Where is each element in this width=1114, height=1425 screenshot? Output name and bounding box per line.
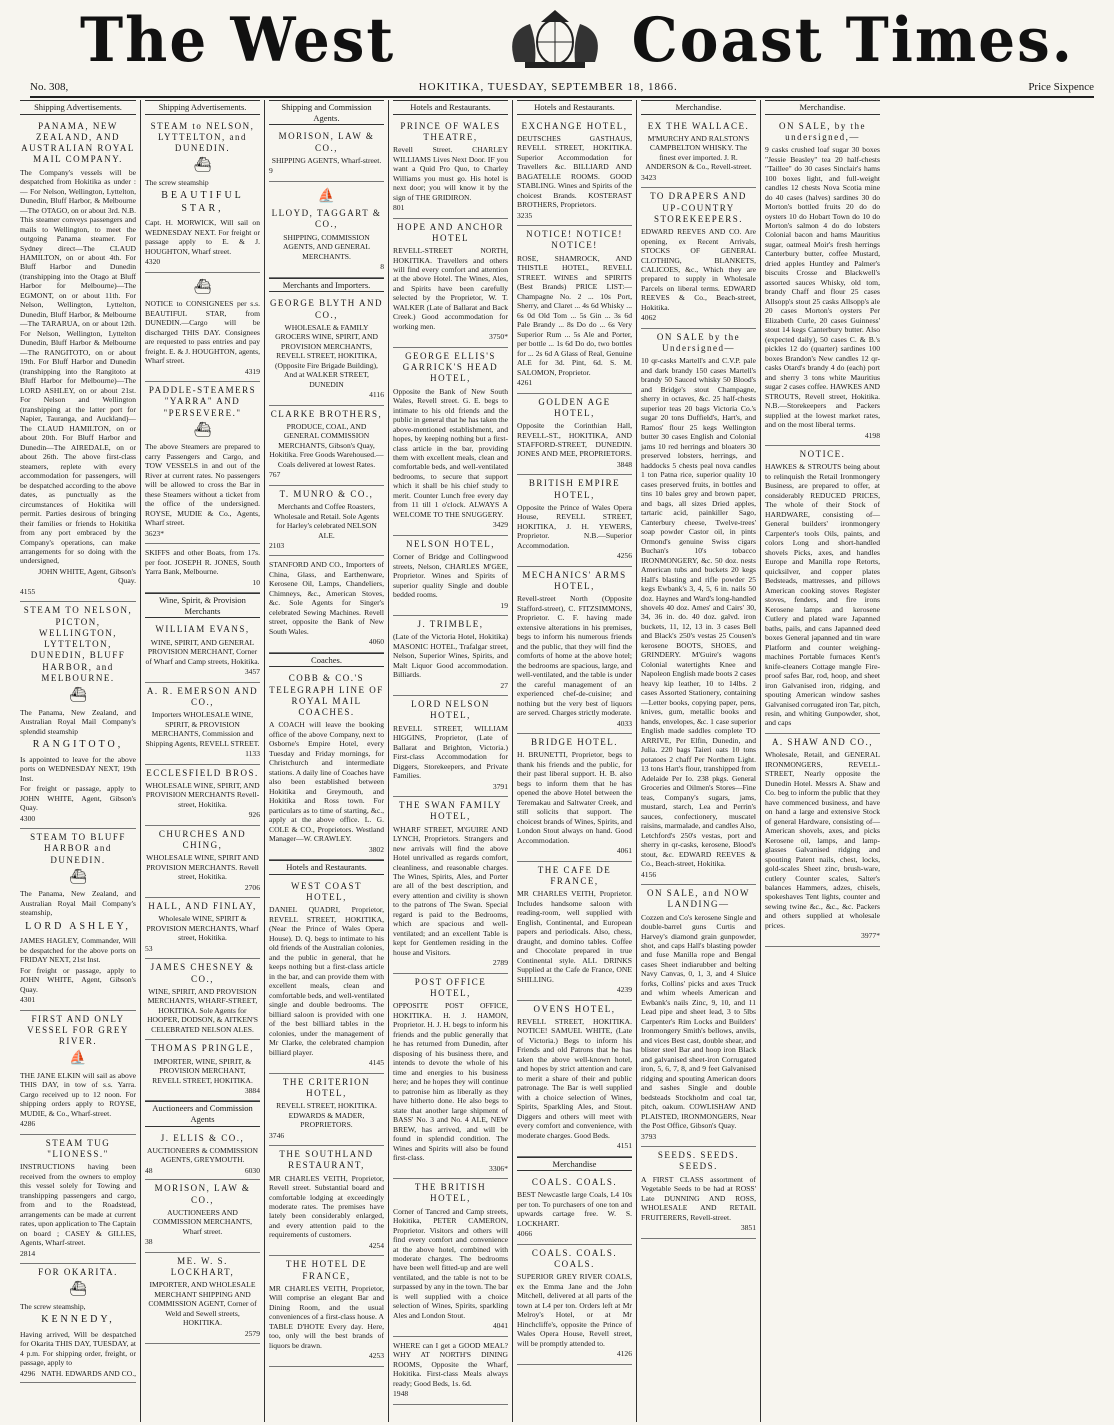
ad-ref: 2706: [244, 882, 260, 892]
ad-body: MR CHARLES VEITH, Proprietor. Includes handsome saloon with reading-room, well supplied with English, Continental, and European papers and periodicals. Also, chess, draught, and domino tables. Coffee and Chocolate prepared in true Continental style. ALL DRINKS Supplied at the Cafe de France, ONE SHILLING.: [517, 889, 632, 984]
ad-title: NOTICE! NOTICE! NOTICE!: [526, 229, 623, 251]
advertisement: [517, 1245, 632, 1365]
ad-title: FIRST AND ONLY VESSEL FOR GREY RIVER.: [27, 1013, 129, 1047]
ad-body: HAWKES & STROUTS being about to relinquish the Retail Ironmongery Business, are prepared to offer, at considerably REDUCED PRICES, The whole of their Stock of HARDWARE, consisting of— General builders' ironmongery Carpenter's tools Oils, paints, and colors Long and short-handled shovels Picks, axes, and handles Europe and Manilla rope Retorts, quicksilver, and copper plates Bedsteads, mattresses, and pillows American cooking stoves Register stoves, fenders, and fire irons Kerosene lamps and kerosene Cutlery and plated ware Japanned baths, pails, and cans Japanned deed boxes General japanned and tin ware Platform and counter weighing-machines Portable furnaces Kent's knife-cleaners Cottage mangle Fire-proof safes Bar, rod, hoop, and sheet iron Galvanised iron, ridging, and spouting American window sashes Galvanised corrugated iron Tar, pitch, resin, and whiting Gunpowder, shot, and caps: [765, 462, 880, 728]
advertisement: [517, 567, 632, 734]
ad-ref: 4151: [616, 1141, 632, 1151]
column-7: [760, 100, 884, 1422]
advertisement: [641, 1147, 756, 1238]
ad-body: M'MURCHY AND RALSTON'S CAMPBELTON WHISKY. The finest ever imported. J. R. ANDERSON & Co., Revell-street.: [645, 133, 752, 172]
advertisement: [393, 536, 508, 616]
ad-title: PADDLE-STEAMERS "YARRA" AND "PERSEVERE.": [148, 385, 257, 418]
advertisement: [517, 475, 632, 566]
steamship-icon: ⛴: [69, 1282, 87, 1298]
ad-ref: 4033: [616, 718, 632, 728]
ad-ref: 767: [269, 470, 281, 480]
ship-name: LORD ASHLEY,: [25, 920, 131, 932]
advertisement: [765, 118, 880, 447]
ad-title: THE HOTEL DE FRANCE,: [285, 1259, 368, 1281]
ad-ref: 3793: [641, 1131, 657, 1141]
ad-body: A FIRST CLASS assortment of Vegetable Seeds to be had at ROSS' Late DUNNING AND ROSS, WHOLESALE AND RETAIL FRUITERERS, Revell-street.: [641, 1174, 756, 1222]
sailing-ship-icon: ⛵: [317, 188, 336, 204]
ad-ref: 3306*: [489, 1163, 508, 1173]
royal-crest-icon: [475, 2, 635, 72]
ad-body: Revell-street North (Opposite Stafford-street), C. FITZSIMMONS, Proprietor. C. F. having made extensive alterations in his premises, begs to inform his numerous friends and the public, that they will find the comforts of home at the above hotel; the bedrooms are spacious, large, and well-ventilated, and the table is under the careful management of an experienced chef-de-cuisine; and nothing but the very best of liquors are served. Charges strictly moderate.: [517, 594, 632, 718]
ad-body: REVELL-STREET NORTH, HOKITIKA. Travellers and others will find every comfort and attention at the above Hotel. The Wines, Ales, and Spirits have been carefully selected by the Proprietor, W. T. WALKER (Late of Ballarat and Back Creek.) Good accommodation for working men.: [393, 246, 508, 331]
advertisement: [145, 959, 260, 1040]
ad-body: SKIFFS and other Boats, from 17s. per foot. JOSEPH R. JONES, South Yarra Bank, Melbourne.: [145, 548, 260, 577]
ad-title: EXCHANGE HOTEL,: [521, 120, 628, 131]
ad-body: INSTRUCTIONS having been received from the owners to employ this vessel solely for Towing and transhipping passengers and cargo, from and to the Roadstead, arrangements can be made at current rates, upon application to The Captain on board ; CASEY & GILLES, Agents, Wharf-street.: [20, 1162, 136, 1248]
ad-body: WHERE can I get a GOOD MEAL? WHY AT NORTH'S DINING ROOMS, Opposite the Wharf, Hokitika. First-class Meals always ready; Good Beds, 1s. 6d.: [393, 1340, 508, 1388]
ad-ref: 2789: [492, 958, 508, 968]
paddle-steamer-icon: ⛴: [193, 422, 212, 438]
steamship-icon: ⛴: [69, 688, 87, 704]
ad-ref: 3623*: [145, 528, 164, 538]
ad-body: MR CHARLES VEITH, Proprietor, Revell street. Substantial board and comfortable lodging at exceedingly moderate rates. The premises have lately been considerably enlarged, and every attention paid to the requirements of customers.: [269, 1173, 384, 1240]
advertisement: [269, 670, 384, 860]
ad-body: Corner of Bridge and Collingwood streets, Nelson, CHARLES M'GEE, Proprietor. Wines and Spirits of superior quality Single and double bedded rooms.: [393, 552, 508, 600]
ad-title: HOPE AND ANCHOR HOTEL: [396, 221, 504, 243]
column-heading: Merchandise.: [765, 100, 880, 115]
column-heading: Hotels and Restaurants.: [393, 100, 508, 115]
ad-ref: 3884: [244, 1085, 260, 1095]
ad-ref: 2579: [244, 1328, 260, 1338]
ad-ref: 4126: [616, 1349, 632, 1359]
ad-body: (Late of the Victoria Hotel, Hokitika) MASONIC HOTEL, Trafalgar street, Nelson, Superior Wines, Spirits, and Malt Liquor Good accommodation. Billiards.: [393, 632, 508, 680]
ad-body: AUCTIONEERS & COMMISSION AGENTS, GREYMOUTH.: [147, 1145, 258, 1165]
ad-ref: 4060: [368, 637, 384, 647]
issue-date: HOKITIKA, TUESDAY, SEPTEMBER 18, 1866.: [418, 81, 678, 93]
ad-body: WINE, SPIRIT, AND PROVISION MERCHANTS, WHARF-STREET, HOKITIKA. Sole Agents for HOOPER, DODSON, & AITKEN'S CELEBRATED NELSON ALES.: [147, 986, 258, 1034]
ad-title: NELSON HOTEL,: [406, 538, 495, 549]
columns: [16, 100, 1112, 1422]
ad-title: MECHANICS' ARMS HOTEL,: [522, 569, 627, 592]
column-heading: Merchandise: [517, 1157, 632, 1172]
ad-ref: 38: [145, 1237, 153, 1247]
ad-ref: 801: [393, 203, 405, 213]
ad-body: Corner of Tancred and Camp streets, Hokitika, PETER CAMERON, Proprietor. Visitors and others will find every comfort and convenience at the above hotel, combined with moderate charges. The bedrooms have been well fitted-up and are well ventilated, and the table is not to be surpassed by any in the town. The bar is well supplied with a choice selection of Wines, Spirits, sparkling Ales and London Stout.: [393, 1206, 509, 1320]
ad-ref: 3791: [492, 781, 508, 791]
ad-title: PRINCE OF WALES THEATRE,: [400, 120, 501, 142]
ad-ref: 3457: [244, 667, 260, 677]
ad-body: Merchants and Coffee Roasters, Wholesale and Retail. Sole Agents for Harley's celebrated NELSON ALE.: [273, 502, 380, 540]
ad-body: Wholesale WINE, SPIRIT & PROVISION MERCHANTS, Wharf street, Hokitika.: [146, 914, 259, 943]
ad-title: A. R. EMERSON AND CO.,: [146, 685, 259, 707]
ad-body: A COACH will leave the booking office of the above Company, next to Osborne's Empire Hotel, every Tuesday and Friday mornings, for Christchurch and intermediate stations. A daily line of Coaches have also been established between Hokitika and Greymouth, and Hokitika and Ross town. For particulars as to time of starting, &c., apply at the above office. L. G. COLE & CO., Proprietors. Westland Manager—W. CRAWLEY.: [269, 720, 384, 844]
ad-title: J. TRIMBLE,: [417, 619, 484, 630]
ad-body: The Company's vessels will be despatched from Hokitika as under :— For Nelson, Wellington, Lyttelton, Dunedin, Bluff Harbor, & Melbourne —The OTAGO, on or about 3rd. N.B. This steamer conveys passengers and mails to Wellington, to meet the outgoing Panama steamer. For Sydney direct—The CLAUD HAMILTON, on or about 4th. For Bluff Harbor and Dunedin (transhipping into the Otago at Bluff Harbor for Melbourne)—The EGMONT, on or about 11th. For Nelson, Wellington, Lyttelton, Dunedin, Bluff Harbor, & Melbourne —The TARARUA, on or about 12th. For Nelson, Wellington, Lyttelton Dunedin, Bluff Harbor & Melbourne —The RANGITOTO, on or about 19th. For Bluff Harbor and Dunedin (transhipping into the Rangitoto at Bluff Harbor for Melbourne)—The LORD ASHLEY, on or about 21st. For Nelson and Wellington (transhipping at the latter port for Napier, Tauranga, and Auckland)—The CLAUD HAMILTON, on or about 20th. For Bluff Harbor and Dunedin—The AIREDALE, on or about 26th. The above first-class steamers, replete with every accommodation for passengers, will be despatched according to the above dates, as punctually as the circumstances of Hokitika will permit. Parties desirous of bringing their families or friends to Hokitika from any port embraced by the Company's operations, can make arrangements for so doing with the undersigned,: [20, 167, 136, 566]
ad-title: BRITISH EMPIRE HOTEL,: [528, 478, 621, 500]
ad-title: THOMAS PRINGLE,: [150, 1043, 254, 1054]
ad-title: EX THE WALLACE.: [647, 120, 750, 131]
advertisement: [393, 1179, 508, 1337]
issue-price: Price Sixpence: [1028, 81, 1094, 93]
advertisement: [517, 394, 632, 476]
ad-body: H. BRUNETTI, Proprietor, begs to thank his friends and the public, for their past liberal support. H. B. also begs to inform them that he has opened the above Hotel between the Teremakau and Saltwater Creek, and still solicits that support. The choicest brands of Wines, Spirits, and London Stout always on hand. Good Accommodation.: [517, 750, 632, 845]
column-heading: Shipping Advertisements.: [145, 100, 260, 115]
ad-body: The screw steamship,: [20, 1301, 86, 1311]
ad-body: OPPOSITE POST OFFICE, HOKITIKA. H. J. HAMON, Proprietor. H. J. H. begs to inform his friends and the public generally that he has returned from Dunedin, after disposing of his business there, and intends to devote the whole of his time and energies to his business here; and he hopes they will continue to patronise him as liberally as they have hitherto done. He also begs to state that another large shipment of BASS' No. 3 and No. 4 ALE, NEW BREW, has arrived, and will be found in splendid condition. The Wines and Spirits will also be found first-class.: [393, 1001, 508, 1163]
ad-title: PANAMA, NEW ZEALAND, AND AUSTRALIAN ROYAL MAIL COMPANY.: [21, 120, 135, 165]
ad-ref: 4286: [20, 1119, 36, 1129]
ad-ref: 3235: [517, 210, 533, 220]
ad-title: COALS. COALS. COALS.: [531, 1247, 618, 1270]
ad-title: THE CAFE DE FRANCE,: [537, 864, 612, 886]
ad-ref: 4301: [20, 995, 36, 1005]
column-4: [388, 100, 512, 1422]
ad-ref: 4145: [368, 1058, 384, 1068]
ad-title: NOTICE.: [799, 449, 846, 460]
ad-body: Importers WHOLESALE WINE, SPIRIT, & PROVISION MERCHANTS, Commission and Shipping Agents, REVELL STREET.: [145, 710, 260, 748]
ad-ref: 2814: [20, 1248, 36, 1258]
masthead: [0, 0, 1114, 78]
column-6: [636, 100, 760, 1422]
ad-title: THE CRITERION HOTEL,: [282, 1076, 371, 1098]
ad-body: Capt. H. MORWICK, Will sail on WEDNESDAY NEXT. For freight or passage apply to E. & J. HOUGHTON, Wharf street.: [145, 218, 260, 256]
advertisement: [641, 885, 756, 1147]
ad-title: LLOYD, TAGGART & CO.,: [271, 208, 382, 230]
advertisement: [145, 621, 260, 682]
column-heading: Coaches.: [269, 653, 384, 668]
steamship-icon: ⛴: [193, 158, 212, 174]
ad-title: ON SALE, by the undersigned,—: [779, 120, 866, 142]
ad-body: The screw steamship: [145, 177, 209, 187]
advertisement: [269, 295, 384, 405]
ad-body: THE JANE ELKIN will sail as above THIS DAY, in tow of s.s. Yarra. Cargo received up to 12 noon. For shipping orders apply to ROYSE, MUDIE, & Co., Wharf-street.: [20, 1070, 136, 1118]
advertisement: [269, 1256, 384, 1366]
column-heading: Auctioneers and Commission Agents: [145, 1101, 260, 1126]
ad-body: DANIEL QUADRI, Proprietor, REVELL STREET, HOKITIKA, (Near the Prince of Wales Opera House). D. Q. begs to intimate to his old friends of the Australian colonies, and the public in general, that he keeps nothing but a first-class article in the bar, and can provide them with excellent meals, clean and comfortable beds, and well-ventilated single and double bedrooms. The billiard saloon is provided with one of the best billiard tables in the colonies, under the management of Mr Clarke, the celebrated champion billiard player.: [269, 905, 384, 1057]
ad-title: GEORGE BLYTH AND CO.,: [269, 298, 384, 320]
title-right: Coast Times.: [631, 4, 1074, 76]
title-left: The West: [80, 4, 396, 76]
ad-ref: 3746: [269, 1130, 285, 1140]
advertisement: [145, 382, 260, 544]
advertisement: [145, 765, 260, 826]
advertisement: [393, 118, 508, 219]
ad-ref: 4066: [517, 1229, 533, 1239]
advertisement: [517, 1174, 632, 1245]
ad-ref: 4156: [641, 869, 657, 879]
ad-title: J. ELLIS & CO.,: [160, 1132, 245, 1143]
advertisement: [641, 188, 756, 329]
ad-body: NOTICE to CONSIGNEES per s.s. BEAUTIFUL STAR, from DUNEDIN.—Cargo will be discharged THIS DAY. Consignees are requested to pass entries and pay freight. E. & J. HOUGHTON, agents, Wharf street.: [145, 299, 261, 366]
advertisement: [145, 273, 260, 382]
ad-body: Wholesale, Retail, and GENERAL IRONMONGERS, REVELL-STREET, Nearly opposite the Dunedin Hotel. Messrs A. Shaw and Co. beg to inform the public that they have commenced business, and have on hand a large and extensive Stock of general Hardware, consisting of— American shovels, axes, and picks Kerosene oil, lamps, and lamp-glasses Galvanised ridging and spouting Patent nails, chest, locks, gold-scales Sheet zinc, brush-ware, cutlery Counter scales, Salter's balances Hammers, adzes, chisels, spokeshaves Tent lights, counter and sewing twine &c., &c., &c. Packers and others supplied at wholesale prices.: [765, 750, 880, 930]
advertisement: [393, 616, 508, 696]
ad-body: Revell Street. CHARLEY WILLIAMS Lives Next Door. IF you want a Quid Pro Quo, to Charley Williams you must go. His hotel is next door; you will know it by the sign of THE GRIDIRON.: [393, 145, 508, 202]
ad-title: JAMES CHESNEY & CO.,: [150, 962, 255, 984]
ad-ref: 4254: [368, 1240, 384, 1250]
ad-ref: 2103: [269, 541, 285, 550]
ad-body: WINE, SPIRIT, AND GENERAL PROVISION MERCHANT, Corner of Wharf and Camp streets, Hokitika.: [145, 637, 260, 666]
ad-ref: 4116: [369, 390, 384, 400]
advertisement: [20, 1011, 136, 1135]
ad-title: SEEDS. SEEDS. SEEDS.: [657, 1150, 740, 1172]
advertisement: [269, 1146, 384, 1256]
ad-body: Cozzen and Co's kerosene Single and double-barrel guns Curtis and Harvey's diamond grain gunpowder, shot, and caps Hall's blasting powder and fuse Manilla rope and Bengal cases Sheet indiarubber and belting Navy Canvas, 0, 1, 3, and 4 Sluice forks, Collins' picks and axes Truck and whim wheels American and Ewbank's nails Zinc, 9, 10, and 11 Lead pipe and sheet lead, 3 to 5lbs Carpenter's Rim Locks and Builders' Ironmongery Smith's bellows, anvils, and vices Best cast, double shear, and blister steel Bar and hoop iron Black and galvanised sheet-iron Corrugated iron, 5, 6, 7, 8, and 9 feet Galvanised ridging and spouting American doors and sashes Single and double bedsteads Stockholm and coal tar, pitch, oakum. COWLISHAW AND PLAISTED, IRONMONGERS, Near the Post Office, Gibson's Quay.: [641, 912, 756, 1131]
advertisement: [269, 556, 384, 652]
advertisement: [145, 1040, 260, 1101]
ad-ref: 926: [248, 810, 260, 820]
advertisement: [517, 226, 632, 393]
advertisement: [269, 878, 384, 1074]
issue-number: No. 308,: [30, 81, 69, 93]
ad-ref: 4320: [145, 257, 161, 267]
ad-title: ECCLESFIELD BROS.: [146, 767, 259, 778]
ad-title: HALL, AND FINLAY,: [148, 901, 257, 912]
ad-ref: 4300: [20, 813, 36, 823]
ad-body: SHIPPING, COMMISSION AGENTS, AND GENERAL MERCHANTS.: [282, 232, 371, 261]
advertisement: [765, 734, 880, 947]
ad-body: IMPORTER, AND WHOLESALE MERCHANT SHIPPING AND COMMISSION AGENT, Corner of Weld and Sewell streets, HOKITIKA.: [148, 1280, 257, 1328]
ad-ref: 4256: [616, 551, 632, 561]
ad-body: Is appointed to leave for the above ports on WEDNESDAY NEXT, 19th Inst.: [20, 754, 136, 783]
ad-title: POST OFFICE HOTEL,: [414, 976, 487, 999]
ad-body: REVELL STREET, HOKITIKA. EDWARDS & MADER, PROPRIETORS.: [276, 1101, 377, 1130]
advertisement: [145, 683, 260, 765]
ad-ref: 53: [145, 943, 153, 953]
ad-ref: 4062: [641, 313, 657, 323]
ad-body: AUCTIONEERS AND COMMISSION MERCHANTS, Wharf street.: [152, 1207, 253, 1236]
column-3: [264, 100, 388, 1422]
ad-body: The Panama, New Zealand, and Australian Royal Mail Company's steamship,: [20, 889, 136, 918]
ad-ref: 10: [252, 577, 260, 587]
steamship-icon: ⛴: [193, 279, 212, 295]
ad-ref: 4239: [616, 985, 632, 995]
advertisement: [269, 1074, 384, 1146]
column-1: [16, 100, 140, 1422]
ad-ref: 4061: [616, 846, 632, 856]
ad-body: 10 qr-casks Martell's and C.V.P. pale and dark brandy 150 cases Martell's brandy 50 Sauced whisky 50 Blood's and Bridge's stout Champagne, sherry in octaves, &c. 25 half-chests superior teas 20 bags Victoria Co.'s sugar 20 tons Duffield's, Hart's, and Ramos' flour 25 kegs Wellington butter 30 cases English and Colonial jams 10 red herrings and bloaters 30 preserved lobsters, herrings, and haddocks 5 chests peal nova candles 1 ton Patna rice, superior quality 10 cases preserved fruits, in bottles and tins 10 bales grey and brown paper, and bags, all sizes Dried apples, tartaric acid, painkiller Sago, Canterbury cheese, Twelve-trees' soap powder Castor oil, in pints Ormond's genuine Swiss cigars Buchan's 10's tobacco IRONMONGERY, &c. 50 doz. nests American tubs and buckets 20 kegs Hall's blasting and rifle powder 25 kegs Ewbank's 3, 4, 5, 6 in. nails 50 doz. Haynes and Ward's long-handled shovels 40 doz. Ames' and Cairs' 30, 34, 36 in. do. 40 doz. galvd. iron buckets, 11, 12, 13 in. 3 cases Bell and Black's 250's vestas 25 Cousen's kerosene BOOTS, SHOES, and GRINDERY. M'Guire's wagons Colonial watertights Knee and Napoleon English made boots 2 cases heavy kip leather, 10 to 14lbs. 2 cases Assorted Stationery, containing—Letter books, copying paper, pens, knives, gum, metallic books and hands, envelopes, &c. 1 case superior English made saddles complete TO ARRIVE, Per Elfin, Dunedin, and Julia. 220 bags Taieri oats 10 tons potatoes 2 chaff Per Northern Light. 13 tons Hart's flour, transhipped from Adelaide Per Io. 238 pkgs. General Groceries and Oilmen's Stores—Fine teas, Company's sugars, jams, mustard, starch, Lea and Perrin's sauces, confectionery, muscatel raisins, marmalade, and candles Also, Letchford's 250's vestas, port and sherry in qr-casks, kerosene, Blood's stout, &c. EDWARD REEVES & Co., Beach-street, Hokitika.: [641, 356, 756, 869]
ad-body: The above Steamers are prepared to carry Passengers and Cargo, and TOW VESSELS in and out of the River at current rates. No passengers will be allowed to cross the Bar in these Steamers without a ticket from the office of the undersigned. ROYSE, MUDIE & Co., Agents, Wharf street.: [145, 442, 260, 528]
ad-ref: 4198: [864, 430, 880, 440]
ad-signature: NATH. EDWARDS AND CO.,: [41, 1368, 136, 1378]
column-2: [140, 100, 264, 1422]
ship-name: KENNEDY,: [41, 1314, 115, 1326]
ad-title: STEAM to NELSON, LYTTELTON, and DUNEDIN.: [150, 120, 255, 154]
ad-title: OVENS HOTEL,: [533, 1003, 616, 1014]
ship-name: BEAUTIFUL STAR,: [161, 190, 244, 214]
ad-ref: 3802: [368, 844, 384, 854]
ad-title: STEAM TO NELSON, PICTON, WELLINGTON, LYTTELTON, DUNEDIN, BLUFF HARBOR, and MELBOURNE.: [23, 605, 133, 683]
ad-title: WEST COAST HOTEL,: [290, 880, 363, 903]
ad-ref: 3851: [740, 1223, 756, 1233]
ad-body: IMPORTER, WINE, SPIRIT, & PROVISION MERCHANT, REVELL STREET, HOKITIKA.: [152, 1056, 253, 1085]
ad-title: MORISON, LAW & CO.,: [278, 131, 375, 153]
ad-title: THE BRITISH HOTEL,: [414, 1182, 487, 1204]
advertisement: [145, 1130, 260, 1181]
advertisement: [517, 1001, 632, 1157]
advertisement: [145, 1253, 260, 1344]
advertisement: [269, 182, 384, 278]
ad-ref: 9: [269, 166, 273, 176]
advertisement: [145, 544, 260, 593]
ad-signature: JOHN WHITE, Agent, Gibson's Quay.: [38, 566, 136, 586]
ad-body: DEUTSCHES GASTHAUS, REVELL STREET, HOKITIKA. Superior Accommodation for Travellers &c. BILLIARD AND BAGATELLE ROOMS. GOOD STABLING. Wines and Spirits of the choicest Brands. KOSTERAST BROTHERS, Proprietors.: [517, 133, 632, 210]
ad-body: EDWARD REEVES AND CO. Are opening, ex Recent Arrivals, STOCKS OF GENERAL CLOTHING, BLANKETS, CALICOES, &c., Which they are prepared to supply in Wholesale Parcels on liberal terms. EDWARD REEVES & Co., Beach-street, Hokitika.: [641, 227, 756, 312]
ad-ref: 27: [500, 680, 508, 690]
advertisement: [145, 1180, 260, 1252]
advertisement: [641, 329, 756, 885]
ad-title: A. SHAW AND CO.,: [771, 736, 874, 747]
ad-body: For freight or passage, apply to JOHN WHITE, Agent, Gibson's Quay.: [20, 784, 136, 813]
advertisement: [393, 348, 508, 536]
advertisement: [269, 128, 384, 181]
advertisement: [20, 118, 136, 603]
ad-ref: 3977*: [861, 931, 880, 941]
ad-ref: 3423: [641, 172, 657, 182]
ad-body: STANFORD AND CO., Importers of China, Glass, and Earthenware, Kerosene Oil, Lamps, Chandeliers, Chimneys, &c., American Stoves, &c. Sole Agents for Singer's celebrated Sewing Machines. Revell street, opposite the Bank of New South Wales.: [269, 560, 384, 636]
ad-title: STEAM TO BLUFF HARBOR and DUNEDIN.: [30, 832, 126, 865]
ad-title: GEORGE ELLIS'S GARRICK'S HEAD HOTEL,: [402, 350, 499, 384]
ad-ref: 19: [500, 600, 508, 610]
ad-title: THE SWAN FAMILY HOTEL,: [399, 800, 502, 822]
ad-body: ROSE, SHAMROCK, AND THISTLE HOTEL, REVELL STREET. WINES and SPIRITS (Best Brands) PRICE LIST:— Champagne No. 2 ... 10s Port, Sherry, and Claret ... 4s 6d Whisky ... 6s 0d Old Tom ... 5s Gin ... 3s 6d Pale Brandy ... 8s Do do ... 6s Very Superior Rum ... 5s Ale and Porter, per bottle ... 1s 6d Do do, two bottles for ... 2s 6d A Glass of Real, Genuine ALE for 3d. Pint, 6d. S. M. SALOMON, Proprietor.: [517, 253, 632, 377]
ad-title: T. MUNRO & CO.,: [279, 488, 374, 499]
ad-body: The Panama, New Zealand, and Australian Royal Mail Company's splendid steamship: [20, 707, 136, 736]
ad-body: Having arrived, Will be despatched for Okarita THIS DAY, TUESDAY, at 4 p.m. For shipping order, freight, or passage, apply to: [20, 1329, 136, 1368]
ship-name: RANGITOTO,: [32, 739, 124, 751]
column-5: [512, 100, 636, 1422]
ad-body: PRODUCE, COAL, AND GENERAL COMMISSION MERCHANTS, Gibson's Quay, Hokitika. Free Goods Warehoused.—Coals delivered at lowest Rates.: [269, 421, 384, 469]
ad-title: LORD NELSON HOTEL,: [411, 699, 490, 721]
advertisement: [269, 486, 384, 557]
sailing-ship-icon: ⛵: [69, 1051, 87, 1067]
ad-title: STEAM TUG "LIONESS.": [45, 1137, 111, 1160]
ad-ref: 3429: [492, 520, 508, 530]
column-heading: Hotels and Restaurants.: [269, 860, 384, 875]
ad-title: ON SALE by the Undersigned—: [656, 331, 741, 354]
ad-body: WHOLESALE WINE, SPIRIT AND PROVISION MERCHANTS. Revell street, Hokitika.: [146, 853, 259, 882]
ad-ref: 3750*: [489, 332, 508, 342]
advertisement: [393, 797, 508, 974]
ad-body: Opposite the Corinthian Hall, REVELL-ST., HOKITIKA, AND STAFFORD-STREET, DUNEDIN. JONES AND MEE, PROPRIETORS.: [517, 421, 632, 459]
ad-title: ON SALE, and NOW LANDING—: [647, 888, 750, 910]
ad-body: SHIPPING AGENTS, Wharf-street.: [271, 155, 382, 165]
column-heading: Hotels and Restaurants.: [517, 100, 632, 115]
steamship-icon: ⛴: [69, 869, 87, 885]
ad-title: TO DRAPERS AND UP-COUNTRY STOREKEEPERS.: [650, 191, 747, 224]
dateline-bar: [30, 78, 1094, 98]
ad-body: REVELL STREET, WILLIAM HIGGINS, Proprietor, (Late of Ballarat and Brighton, Victoria.) First-class Accommodation for Diggers, Storekeepers, and Private Families.: [393, 723, 508, 781]
column-heading: Merchandise.: [641, 100, 756, 115]
ad-title: WILLIAM EVANS,: [155, 624, 250, 635]
ad-body: BEST Newcastle large Coals, L4 10s per ton. To purchasers of one ton and upwards cartage free. W. S. LOCKHART.: [517, 1190, 632, 1228]
ad-ref: 4155: [20, 586, 36, 596]
ad-ref: 4296: [20, 1368, 36, 1378]
ad-body: WHARF STREET, M'GUIRE AND LYNCH, Proprietors. Strangers and new arrivals will find the above Hotel unrivalled as regards comfort, cleanliness, and reasonable charges. The Wines, Spirits, Ales, and Porter are all of the best description, and every attention and civility is shown to the patrons of The Swan. Special regard is paid to the Bedrooms, which are spacious and well-ventilated; and an excellent Table is kept for Gentlemen residing in the house and Visitors.: [393, 824, 508, 957]
ad-body: WHOLESALE & FAMILY GROCERS WINE, SPIRIT, AND PROVISION MERCHANTS, REVELL STREET, HOKITIKA, (Opposite Fire Brigade Building), And at WALKER STREET, DUNEDIN: [275, 322, 378, 389]
advertisement: [20, 602, 136, 829]
ad-ref: 4261: [517, 378, 533, 388]
ad-title: GOLDEN AGE HOTEL,: [538, 396, 611, 418]
ad-title: COALS. COALS.: [531, 1177, 618, 1188]
ad-ref: 1948: [393, 1389, 409, 1399]
advertisement: [20, 829, 136, 1011]
ad-title: COBB & CO.'S TELEGRAPH LINE OF ROYAL MAIL COACHES.: [269, 673, 384, 718]
ad-ref: 4253: [368, 1351, 384, 1361]
advertisement: [517, 862, 632, 1001]
advertisement: [517, 118, 632, 227]
advertisement: [20, 1264, 136, 1383]
advertisement: [641, 118, 756, 189]
ad-title: CLARKE BROTHERS,: [270, 408, 383, 419]
advertisement: [145, 826, 260, 898]
advertisement: [393, 696, 508, 797]
column-heading: Merchants and Importers.: [269, 278, 384, 293]
ad-body: Opposite the Prince of Wales Opera House, REVELL STREET, HOKITIKA, J. H. YEWERS, Proprietor. N.B.—Superior Accommodation.: [517, 502, 632, 550]
ad-title: MORISON, LAW & CO.,: [154, 1183, 251, 1205]
ad-title: FOR OKARITA.: [38, 1267, 118, 1278]
ad-body: MR CHARLES VEITH, Proprietor, Will comprise an elegant Bar and Dining Room, and the usual conveniences of a first-class house. A TABLE D'HOTE Every day. Here, too, only will the best brands of liquors be drawn.: [269, 1283, 384, 1350]
ad-title: CHURCHES AND CHING,: [158, 828, 247, 850]
ad-ref: 1133: [245, 749, 260, 759]
advertisement: [393, 974, 508, 1179]
ad-ref: 48: [145, 1165, 153, 1175]
column-heading: Shipping Advertisements.: [20, 100, 136, 115]
ad-body: JAMES HAGLEY, Commander, Will be despatched for the above ports on FRIDAY NEXT, 21st Inst.: [20, 936, 136, 965]
ad-ref: 3848: [616, 459, 632, 469]
ad-title: ME. W. S. LOCKHART,: [170, 1255, 235, 1278]
advertisement: [393, 1337, 508, 1405]
ad-body: REVELL STREET, HOKITIKA. NOTICE! SAMUEL WHITE, (Late of Victoria.) Begs to inform his Friends and old Patrons that he has taken the above well-known hotel, and hopes by strict attention and care to merit a share of their and public patronage. The Bar is well supplied with a choice selection of Wines, Spirits, Sparkling Ales, and Stout. Diggers and others will meet with every comfort and convenience, with moderate charges. Good Beds.: [517, 1016, 632, 1140]
advertisement: [145, 898, 260, 959]
ad-ref: 8: [380, 262, 384, 272]
ad-body: SUPERIOR GREY RIVER COALS, ex the Emma Jane and the John Mitchell, delivered at all parts of the town at L4 per ton. Orders left at Mr Melroy's Hotel, or at Mr Hinchcliffe's, opposite the Prince of Wales Opera House, Revell street, will be promptly attended to.: [517, 1272, 632, 1348]
ad-body: For freight or passage, apply to JOHN WHITE, Agent, Gibson's Quay.: [20, 965, 136, 994]
ad-body: WHOLESALE WINE, SPIRIT, AND PROVISION MERCHANTS Revell-street, Hokitika.: [145, 780, 260, 809]
ad-ref: 4041: [492, 1321, 508, 1331]
advertisement: [20, 1135, 136, 1264]
ad-ref: 4319: [244, 366, 260, 376]
advertisement: [393, 219, 508, 348]
advertisement: [145, 118, 260, 273]
column-heading: Wine, Spirit, & Provision Merchants: [145, 593, 260, 618]
ad-body: Opposite the Bank of New South Wales, Revell street. G. E. begs to intimate to his old friends and the public in general that he has taken the above-mentioned establishment, and hopes, by keeping nothing but a first-class article in the bar, providing them with excellent meals, clean and comfortable beds, and well-ventilated bedrooms, to secure that support which it shall be his chief study to merit. Counter Lunch free every day from 11 till 1 o'clock. ALWAYS A WELCOME TO THE SNUGGERY.: [393, 386, 508, 519]
column-heading: Shipping and Commission Agents.: [269, 100, 384, 125]
ad-ref: 6030: [244, 1165, 260, 1175]
advertisement: [269, 406, 384, 486]
ad-body: 9 casks crushed loaf sugar 30 boxes "Jessie Beasley" tea 20 half-chests "Taillee" do 30 cases Sinclair's hams 100 boxes light, and full-weight candles 12 chests Nova Scotia mine do 40 cases (halves) sardines 30 do Morton's bottled fruits 20 do do oysters 10 do Hobart Town do 10 do Morton's salmon 4 do do lobsters Colonial bacon and hams Mauritius sugar, oatmeal Moir's fresh herrings Canterbury butter, coffee Mustard, dried apples Huntley and Palmer's biscuits Crosse and Blackwell's assorted sauces Whisky, old tom, brandy Chaff and flour 25 cases Allsopp's stout 25 casks Allsopp's ale 20 cases Morton's oysters Per Elizabeth Curle, 20 cases Guinness' stout 14 kegs Canterbury butter. Also (expected daily), 50 cases C. & B.'s pickles 12 do (quarter) sardines 100 boxes Brandon's New candles 12 qr-casks Otard's brandy 4 do (each) port and sherry 3 tons white Mauritius sugar 2 cases coffee. HAWKES AND STROUTS, Revell street, Hokitika. N.B.—Storekeepers and Packers supplied at the lowest market rates, and on the most liberal terms.: [765, 145, 880, 430]
ad-title: BRIDGE HOTEL.: [531, 737, 618, 748]
advertisement: [517, 734, 632, 862]
ad-title: THE SOUTHLAND RESTAURANT,: [279, 1149, 374, 1171]
advertisement: [765, 446, 880, 734]
